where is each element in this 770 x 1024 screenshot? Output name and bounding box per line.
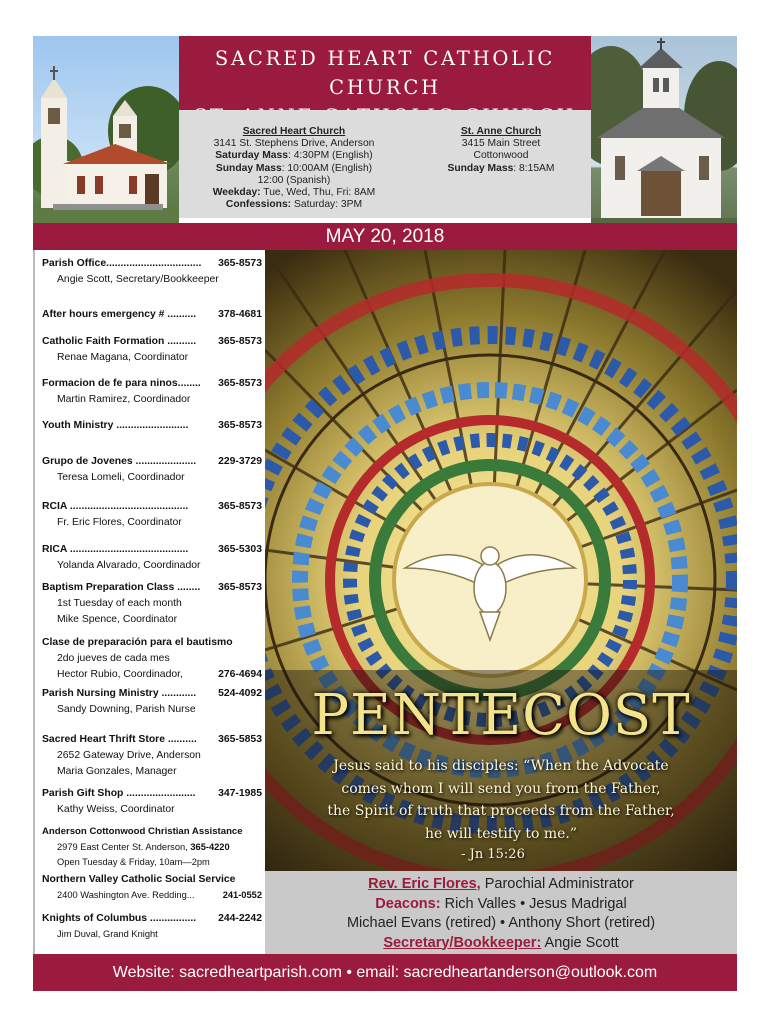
st-anne-city: Cottonwood	[473, 150, 529, 162]
directory-entry: RICA ......................................... 365-5303 Yolanda Alvarado, Coordinador	[42, 544, 262, 571]
directory-entry: Baptism Preparation Class ........ 365-8573 1st Tuesday of each month Mike Spence, Coordinator	[42, 582, 262, 625]
directory-entry: RCIA ......................................... 365-8573 Fr. Eric Flores, Coordinator	[42, 501, 262, 528]
contact-footer: Website: sacredheartparish.com • email: sacredheartanderson@outlook.com	[33, 954, 737, 991]
sacred-heart-weekday: Weekday: Tue, Wed, Thu, Fri: 8AM	[212, 187, 376, 199]
st-anne-church-photo	[591, 36, 737, 253]
sacred-heart-sunday: Sunday Mass: 10:00AM (English)	[215, 162, 373, 174]
scripture-verse: - Jn 15:26	[461, 847, 525, 862]
st-anne-info	[431, 126, 571, 175]
directory-entry: Sacred Heart Thrift Store .......... 365-5853 2652 Gateway Drive, Anderson Maria Gonzales, Manager	[42, 734, 262, 777]
parish-directory	[33, 250, 265, 954]
sacred-heart-saturday: Saturday Mass: 4:30PM (English)	[215, 150, 373, 162]
bulletin-page	[33, 33, 737, 991]
directory-entry: Youth Ministry ......................... 365-8573	[42, 420, 262, 431]
directory-entry-accas: Anderson Cottonwood Christian Assistance 2979 East Center St. Anderson, 365-4220 Open Tuesday & Friday, 10am—2pm	[42, 826, 243, 867]
st-anne-address: 3415 Main Street	[461, 138, 541, 150]
retired-deacons-line: Michael Evans (retired) • Anthony Short (retired)	[346, 915, 656, 931]
directory-entry: Parish Office................................. 365-8573 Angie Scott, Secretary/Bookkeeper	[42, 258, 262, 285]
st-anne-heading: St. Anne Church	[460, 126, 542, 137]
directory-entry-nvcss: Northern Valley Catholic Social Service 2400 Washington Ave. Redding... 241-0552	[42, 874, 262, 900]
directory-entry: Parish Nursing Ministry ............ 524-4092 Sandy Downing, Parish Nurse	[42, 688, 262, 715]
directory-entry: Knights of Columbus ................ 244-2242 Jim Duval, Grand Knight	[42, 913, 262, 939]
sacred-heart-address: 3141 St. Stephens Drive, Anderson	[213, 138, 375, 150]
feature-title: PENTECOST	[311, 683, 691, 748]
directory-entry-bautismo: Clase de preparación para el bautismo 2do jueves de cada mes Hector Rubio, Coordinador, 276-4694	[42, 637, 262, 680]
bulletin-date: MAY 20, 2018	[33, 223, 737, 250]
directory-entry: Parish Gift Shop ........................ 347-1985 Kathy Weiss, Coordinator	[42, 788, 262, 815]
sacred-heart-sunday-spanish: 12:00 (Spanish)	[257, 174, 331, 186]
sacred-heart-church-photo	[33, 36, 179, 253]
secretary-line: Secretary/Bookkeeper: Angie Scott	[383, 934, 619, 951]
directory-entry: Catholic Faith Formation .......... 365-8573 Renae Magana, Coordinator	[42, 336, 262, 363]
sacred-heart-heading: Sacred Heart Church	[242, 126, 346, 137]
church-title-band	[179, 36, 591, 110]
pastor-line: Rev. Eric Flores, Parochial Administrator	[368, 876, 634, 892]
deacons-line: Deacons: Rich Valles • Jesus Madrigal	[375, 895, 627, 912]
sacred-heart-info	[187, 126, 401, 211]
clergy-box	[265, 871, 737, 954]
directory-entry: Formacion de fe para ninos........ 365-8573 Martin Ramirez, Coordinador	[42, 378, 262, 405]
directory-entry: Grupo de Jovenes ..................... 229-3729 Teresa Lomeli, Coordinador	[42, 456, 262, 483]
sacred-heart-title: SACRED HEART CATHOLIC CHURCH	[214, 47, 556, 99]
scripture-quote: Jesus said to his disciples: “When the Advocate comes whom I will send you from the Father, the Spirit of truth that proceeds from the Father, he will testify to me.”	[327, 758, 675, 842]
mass-times-box	[179, 110, 591, 218]
st-anne-sunday: Sunday Mass: 8:15AM	[447, 162, 555, 174]
sacred-heart-confessions: Confessions: Saturday: 3PM	[225, 199, 363, 211]
directory-entry: After hours emergency # .......... 378-4681	[42, 309, 262, 320]
